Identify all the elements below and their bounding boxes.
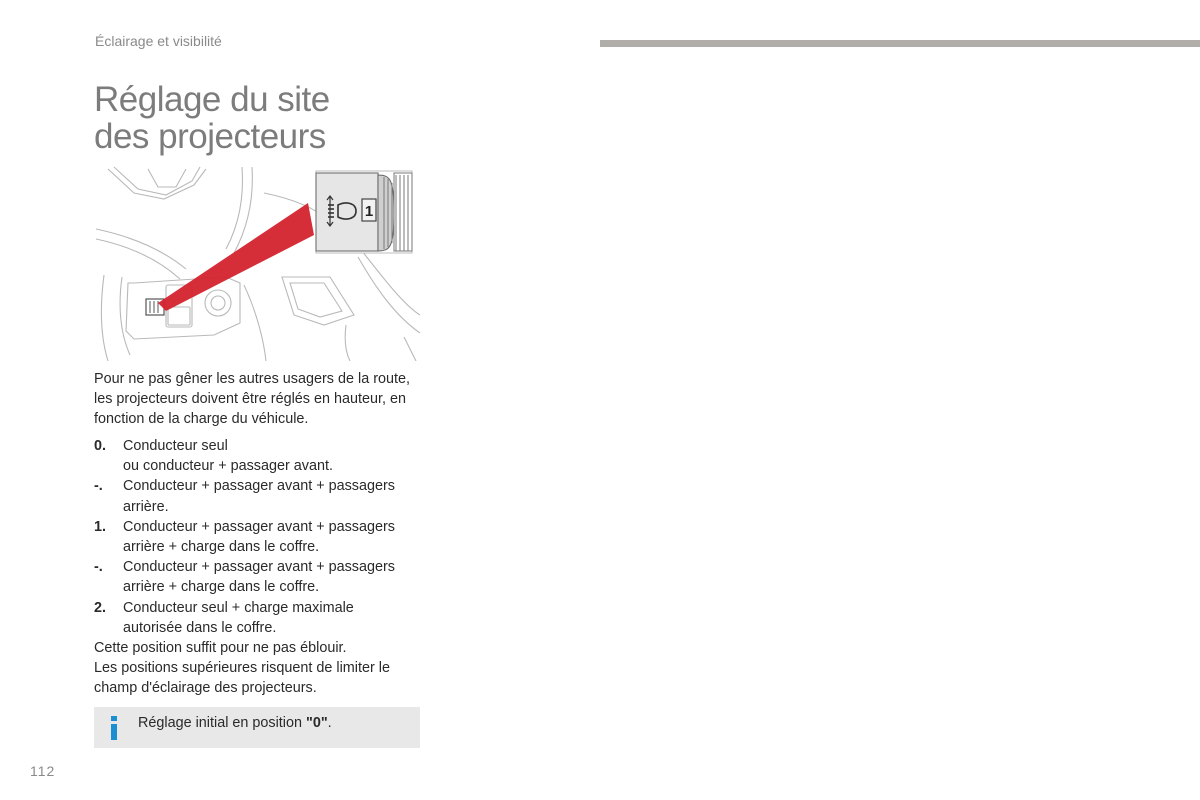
list-item <box>94 557 424 597</box>
position-key: -. <box>94 478 103 495</box>
list-item <box>94 517 424 557</box>
info-box <box>94 707 420 748</box>
info-icon <box>108 716 120 740</box>
callout-pointer <box>158 203 314 311</box>
position-key: 1. <box>94 518 107 535</box>
position-key: -. <box>94 559 103 576</box>
note-line: Cette position suffit pour ne pas éblouir. <box>94 640 347 657</box>
position-text: Conducteur + passager avant + passagers arrière + charge dans le coffre. <box>123 518 395 556</box>
list-item <box>94 598 424 638</box>
page-title-line-1: Réglage du site <box>94 80 330 119</box>
section-label: Éclairage et visibilité <box>95 33 222 49</box>
position-text: Conducteur seul ou conducteur + passager avant. <box>123 438 334 475</box>
page-title <box>94 81 434 155</box>
list-item <box>94 476 424 516</box>
dashboard-illustration <box>94 165 420 361</box>
list-item <box>94 436 424 476</box>
header-rule <box>600 40 1200 47</box>
initial-position-value: "0" <box>306 715 328 731</box>
info-text: Réglage initial en position "0". <box>138 715 332 731</box>
position-text: Conducteur + passager avant + passagers arrière. <box>123 478 395 515</box>
thumbwheel-digit: 1 <box>364 203 374 220</box>
page-number: 112 <box>30 763 56 779</box>
position-key: 2. <box>94 599 107 616</box>
positions-list <box>94 436 424 699</box>
intro-paragraph: Pour ne pas gêner les autres usagers de la route, les projecteurs doivent être réglés en hauteur, en fonction de la charge du véhicule. <box>94 371 410 428</box>
page-title-line-2: des projecteurs <box>94 117 326 156</box>
position-key: 0. <box>94 438 107 454</box>
thumbwheel-zoom <box>316 171 412 253</box>
note-line: Les positions supérieures risquent de limiter le champ d'éclairage des projecteurs. <box>94 660 390 697</box>
position-text: Conducteur seul + charge maximale autorisée dans le coffre. <box>123 599 354 636</box>
position-text: Conducteur + passager avant + passagers arrière + charge dans le coffre. <box>123 559 395 596</box>
